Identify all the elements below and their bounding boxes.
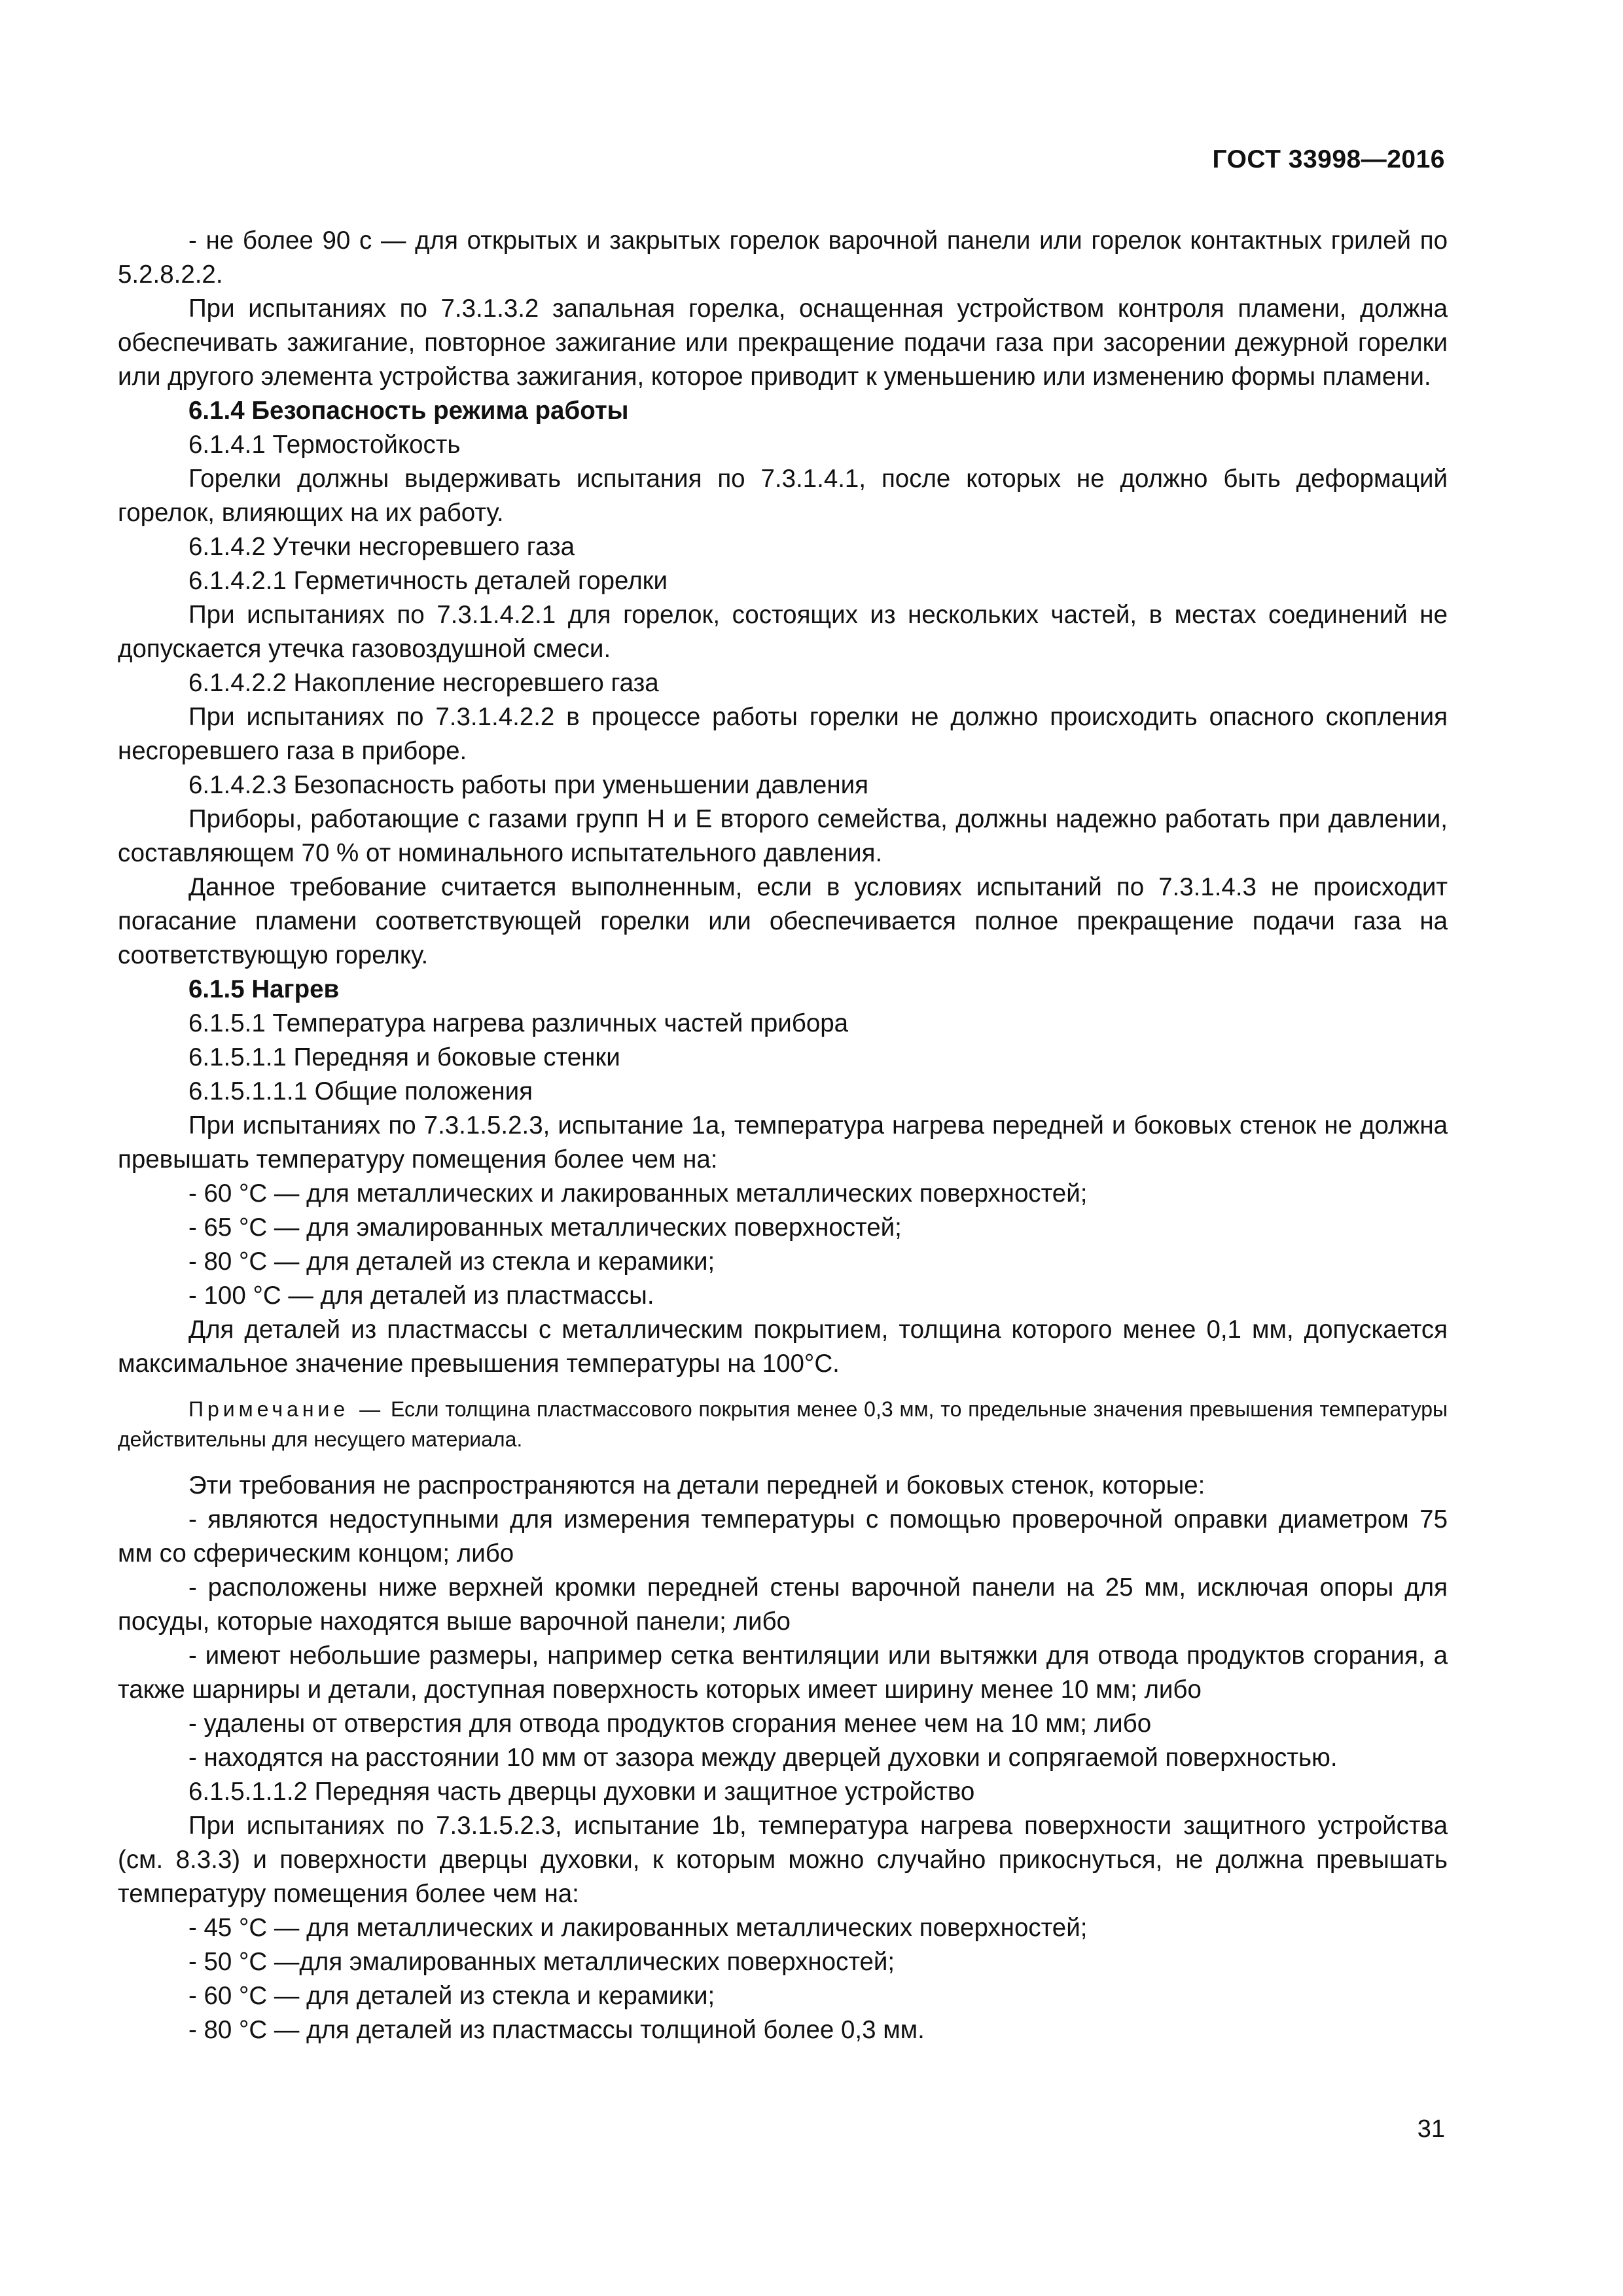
paragraph: - не более 90 с — для открытых и закрытых горелок варочной панели или горелок контактных грилей по 5.2.8.2.2. (118, 226, 1448, 289)
page-number: 31 (1417, 2115, 1445, 2143)
paragraph: Горелки должны выдерживать испытания по 7.3.1.4.1, после которых не должно быть деформаций горелок, влияющих на их работу. (118, 465, 1448, 527)
list-item: - расположены ниже верхней кромки передней стены варочной панели на 25 мм, исключая опоры для посуды, которые находятся выше варочной панели; либо (118, 1573, 1448, 1636)
list-item: - удалены от отверстия для отвода продуктов сгорания менее чем на 10 мм; либо (188, 1710, 1152, 1738)
subsection-heading: 6.1.4.1 Термостойкость (188, 431, 461, 459)
subsection-heading: 6.1.4.2.3 Безопасность работы при уменьшении давления (188, 771, 868, 799)
paragraph: Приборы, работающие с газами групп Н и Е второго семейства, должны надежно работать при давлении, составляющем 70 % от номинального испытательного давления. (118, 805, 1448, 867)
list-item: - находятся на расстоянии 10 мм от зазора между дверцей духовки и сопрягаемой поверхностью. (188, 1744, 1338, 1772)
note (118, 1394, 1448, 1454)
list-item: - имеют небольшие размеры, например сетка вентиляции или вытяжки для отвода продуктов сгорания, а также шарниры и детали, доступная поверхность которых имеет ширину менее 10 мм; либо (118, 1641, 1448, 1704)
document-header: ГОСТ 33998—2016 (1212, 145, 1445, 173)
subsection-heading: 6.1.4.2.2 Накопление несгоревшего газа (188, 669, 659, 697)
paragraph: Для деталей из пластмассы с металлическим покрытием, толщина которого менее 0,1 мм, допускается максимальное значение превышения температуры на 100°С. (118, 1316, 1448, 1378)
subsection-heading: 6.1.5.1.1.2 Передняя часть дверцы духовки и защитное устройство (188, 1778, 975, 1806)
list-item: - 65 °С — для эмалированных металлических поверхностей; (188, 1213, 902, 1242)
list-item: - 45 °С — для металлических и лакированных металлических поверхностей; (188, 1914, 1088, 1942)
paragraph: Эти требования не распространяются на детали передней и боковых стенок, которые: (188, 1471, 1205, 1499)
section-heading: 6.1.4 Безопасность режима работы (188, 397, 629, 425)
paragraph: При испытаниях по 7.3.1.4.2.1 для горелок, состоящих из нескольких частей, в местах соединений не допускается утечка газовоздушной смеси. (118, 601, 1448, 663)
list-item: - 60 °С — для деталей из стекла и керамики; (188, 1982, 715, 2010)
subsection-heading: 6.1.4.2.1 Герметичность деталей горелки (188, 567, 668, 595)
subsection-heading: 6.1.5.1.1.1 Общие положения (188, 1077, 533, 1105)
list-item: - являются недоступными для измерения температуры с помощью проверочной оправки диаметром 75 мм со сферическим концом; либо (118, 1505, 1448, 1568)
paragraph: Данное требование считается выполненным, если в условиях испытаний по 7.3.1.4.3 не происходит погасание пламени соответствующей горелки или обеспечивается полное прекращение подачи газа на соответствующую горелку. (118, 873, 1448, 969)
subsection-heading: 6.1.5.1 Температура нагрева различных частей прибора (188, 1009, 849, 1037)
subsection-heading: 6.1.4.2 Утечки несгоревшего газа (188, 533, 575, 561)
note-text: Если толщина пластмассового покрытия менее 0,3 мм, то предельные значения превышения температуры действительны для несущего материала. (118, 1397, 1448, 1451)
section-heading: 6.1.5 Нагрев (188, 975, 340, 1003)
subsection-heading: 6.1.5.1.1 Передняя и боковые стенки (188, 1043, 620, 1071)
list-item: - 80 °С — для деталей из пластмассы толщиной более 0,3 мм. (188, 2016, 925, 2044)
paragraph: При испытаниях по 7.3.1.5.2.3, испытание 1а, температура нагрева передней и боковых стенок не должна превышать температуру помещения более чем на: (118, 1111, 1448, 1174)
document-body (118, 224, 1448, 2047)
paragraph: При испытаниях по 7.3.1.4.2.2 в процессе работы горелки не должно происходить опасного скопления несгоревшего газа в приборе. (118, 703, 1448, 765)
list-item: - 60 °С — для металлических и лакированных металлических поверхностей; (188, 1179, 1088, 1208)
list-item: - 100 °С — для деталей из пластмассы. (188, 1282, 654, 1310)
paragraph: При испытаниях по 7.3.1.5.2.3, испытание 1b, температура нагрева поверхности защитного устройства (см. 8.3.3) и поверхности дверцы духовки, к которым можно случайно прикоснуться, не должна превышать температуру помещения более чем на: (118, 1812, 1448, 1908)
paragraph: При испытаниях по 7.3.1.3.2 запальная горелка, оснащенная устройством контроля пламени, должна обеспечивать зажигание, повторное зажигание или прекращение подачи газа при засорении дежурной горелки или другого элемента устройства зажигания, которое приводит к уменьшению или изменению формы пламени. (118, 295, 1448, 391)
note-label: Примечание — (188, 1397, 385, 1421)
list-item: - 80 °С — для деталей из стекла и керамики; (188, 1247, 715, 1276)
list-item: - 50 °С —для эмалированных металлических поверхностей; (188, 1948, 895, 1976)
